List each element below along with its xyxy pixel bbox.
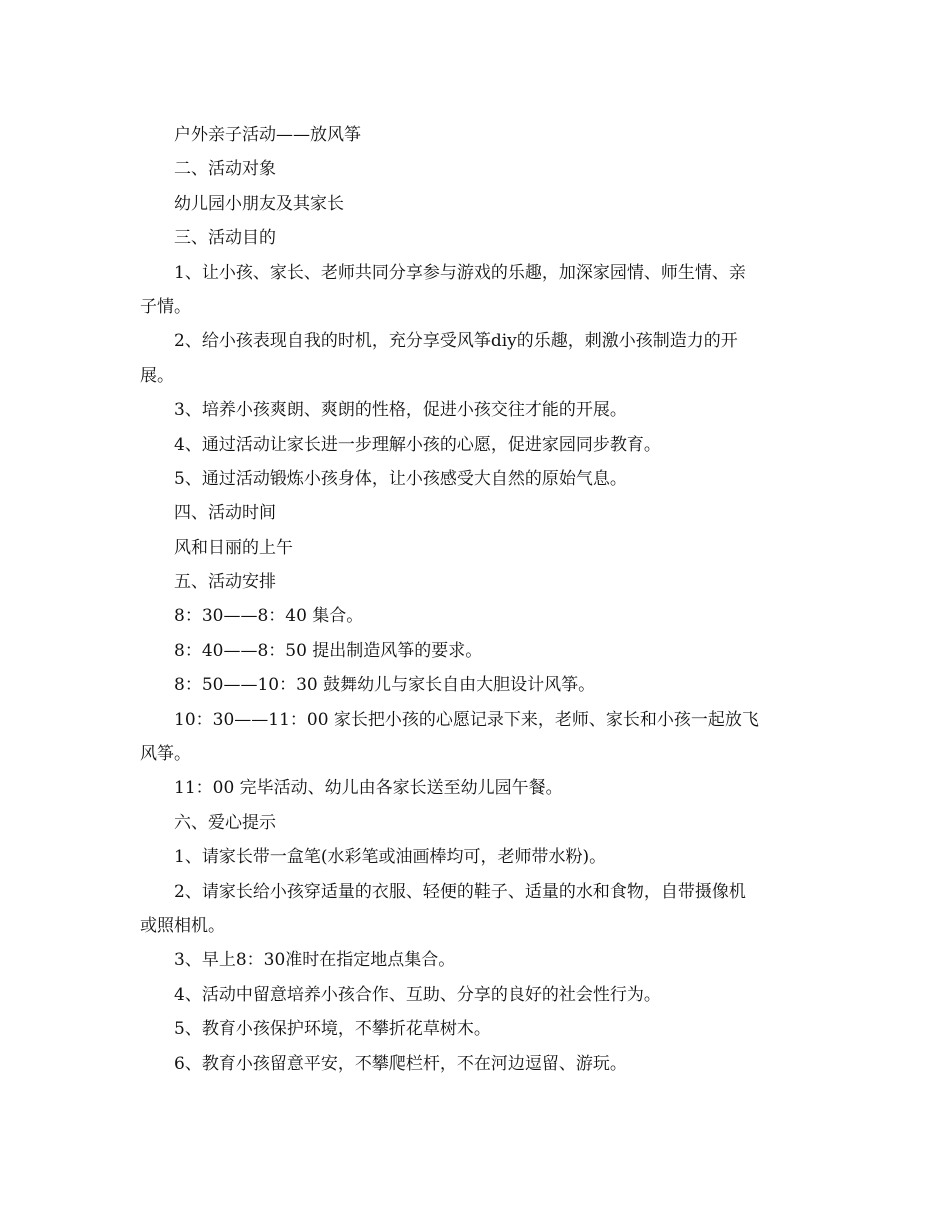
paragraph-line: 四、活动时间 (174, 503, 276, 524)
paragraph-line: 8：50——10：30 鼓舞幼儿与家长自由大胆设计风筝。 (174, 675, 596, 696)
document-body (140, 118, 815, 1081)
paragraph-line: 10：30——11：00 家长把小孩的心愿记录下来，老师、家长和小孩一起放飞 (174, 709, 759, 730)
paragraph-line: 幼儿园小朋友及其家长 (174, 193, 344, 214)
paragraph-line: 4、通过活动让家长进一步理解小孩的心愿，促进家园同步教育。 (174, 434, 661, 455)
paragraph-continuation: 子情。 (140, 296, 191, 317)
paragraph-line: 5、教育小孩保护环境，不攀折花草树木。 (174, 1019, 491, 1040)
paragraph-line: 2、给小孩表现自我的时机，充分享受风筝diy的乐趣，刺激小孩制造力的开 (174, 331, 738, 352)
paragraph-line: 三、活动目的 (174, 228, 276, 249)
paragraph-line: 1、让小孩、家长、老师共同分享参与游戏的乐趣，加深家园情、师生情、亲 (174, 262, 746, 283)
paragraph-continuation: 展。 (140, 365, 174, 386)
paragraph-line: 3、培养小孩爽朗、爽朗的性格，促进小孩交往才能的开展。 (174, 400, 627, 421)
paragraph-line: 3、早上8：30准时在指定地点集合。 (174, 950, 456, 971)
paragraph-line: 风和日丽的上午 (174, 537, 293, 558)
paragraph-line: 五、活动安排 (174, 572, 276, 593)
paragraph-line: 1、请家长带一盒笔(水彩笔或油画棒均可，老师带水粉)。 (174, 847, 607, 868)
paragraph-line: 六、爱心提示 (174, 812, 276, 833)
paragraph-continuation: 或照相机。 (140, 915, 225, 936)
paragraph-line: 二、活动对象 (174, 159, 276, 180)
paragraph-line: 8：40——8：50 提出制造风筝的要求。 (174, 640, 483, 661)
paragraph-line: 户外亲子活动——放风筝 (174, 125, 361, 145)
paragraph-line: 5、通过活动锻炼小孩身体，让小孩感受大自然的原始气息。 (174, 468, 627, 489)
paragraph-line: 8：30——8：40 集合。 (174, 606, 364, 627)
paragraph-line: 4、活动中留意培养小孩合作、互助、分享的良好的社会性行为。 (174, 984, 661, 1005)
paragraph-line: 11：00 完毕活动、幼儿由各家长送至幼儿园午餐。 (174, 778, 563, 799)
paragraph-line: 6、教育小孩留意平安，不攀爬栏杆，不在河边逗留、游玩。 (174, 1053, 627, 1074)
paragraph-line: 2、请家长给小孩穿适量的衣服、轻便的鞋子、适量的水和食物，自带摄像机 (174, 881, 746, 902)
paragraph-continuation: 风筝。 (140, 744, 191, 765)
